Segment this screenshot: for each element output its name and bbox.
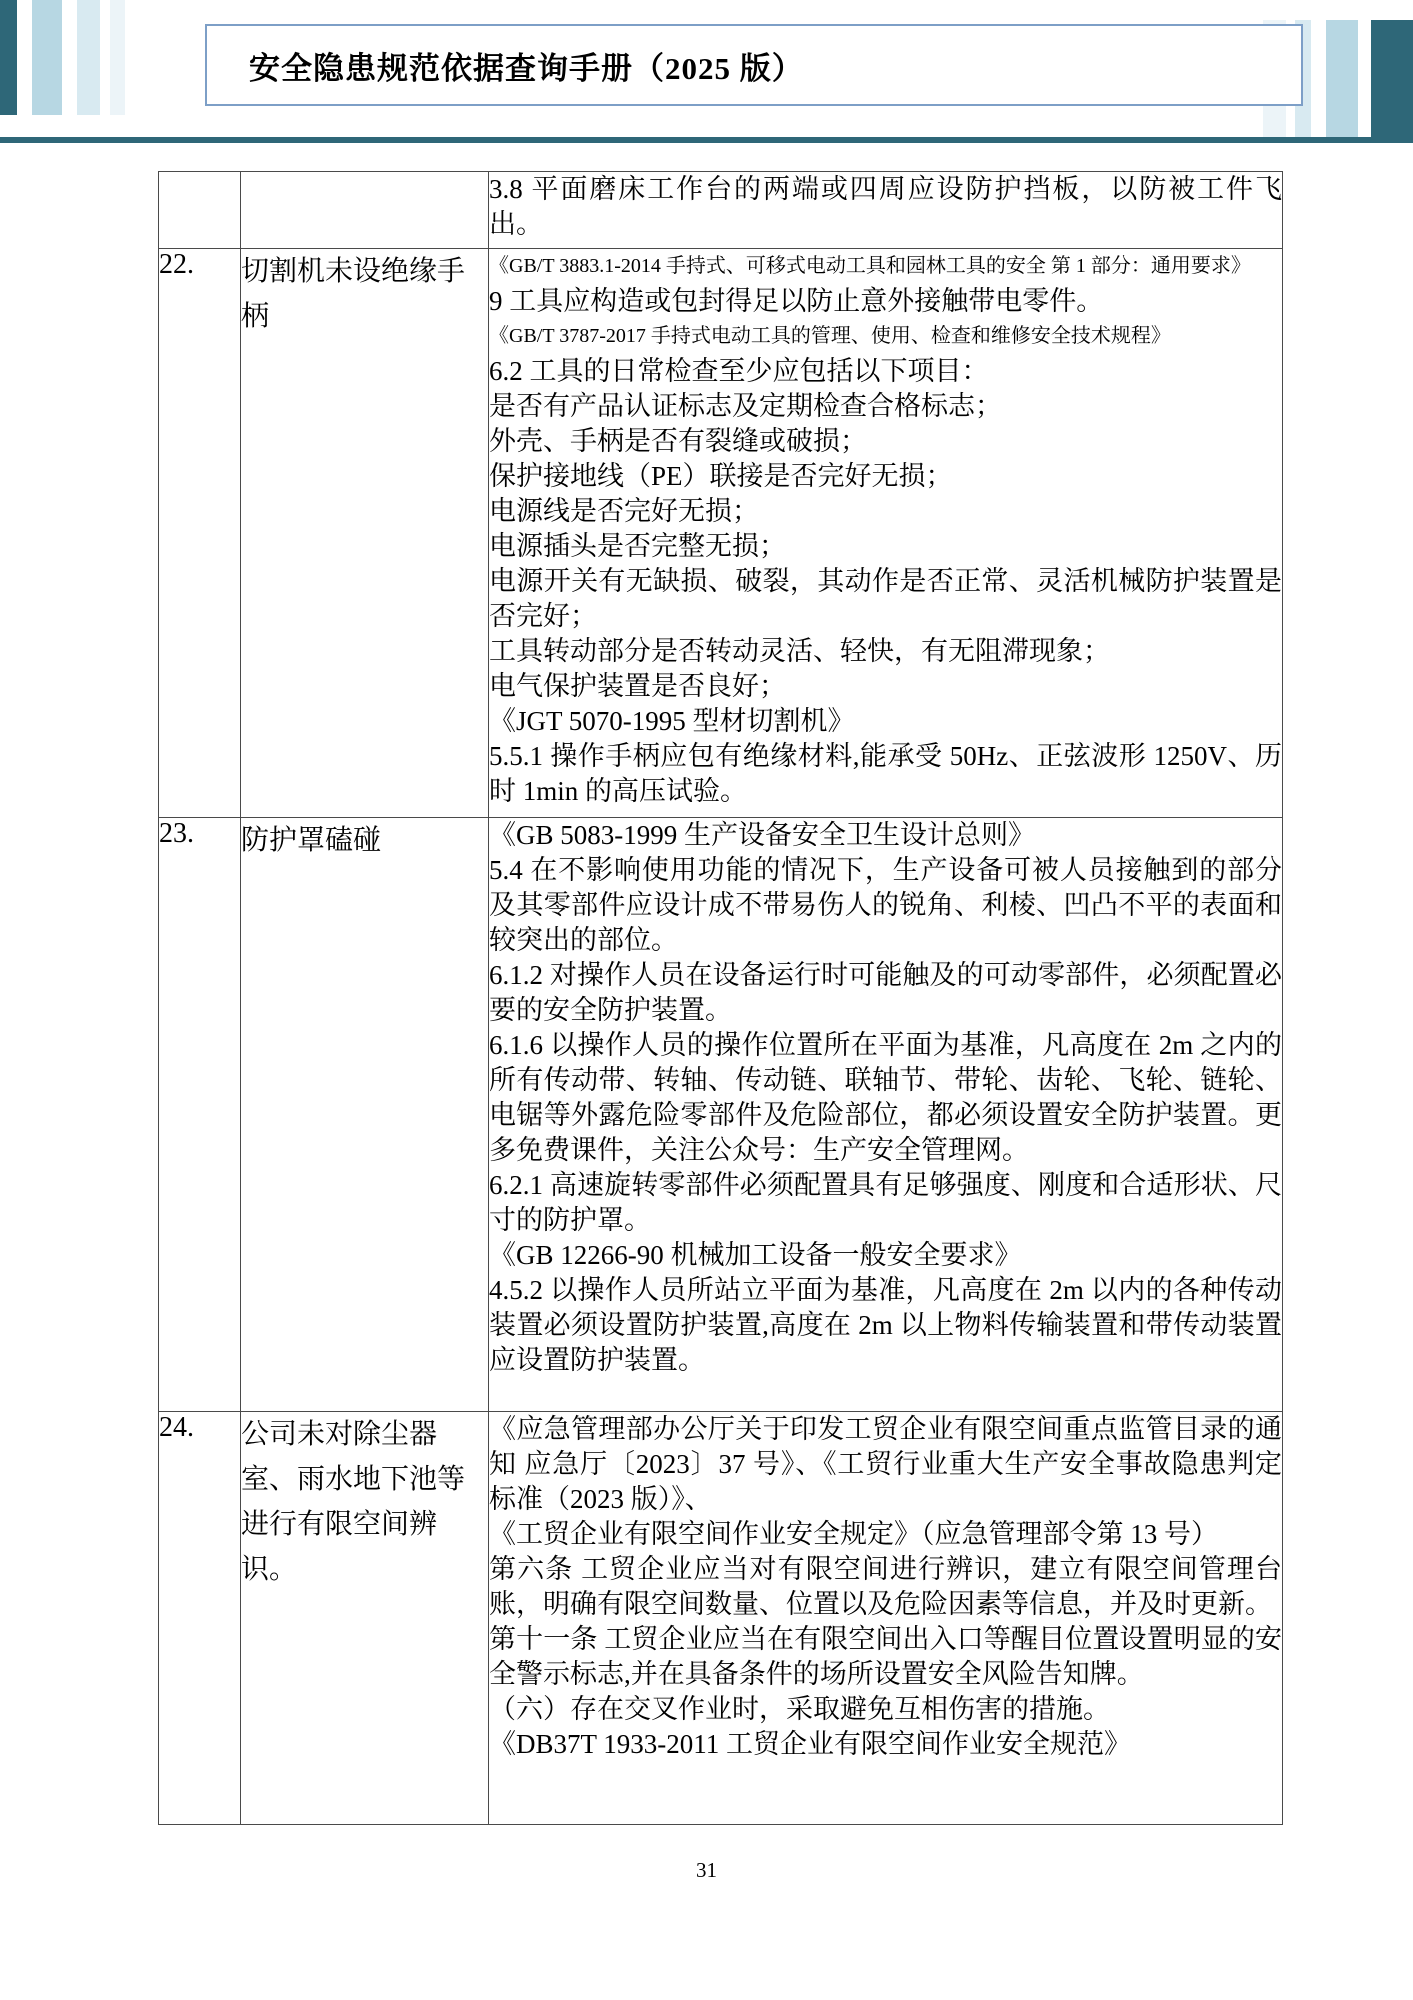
deco-bar-right-dark [1371, 20, 1413, 143]
regulation-paragraph: 4.5.2 以操作人员所站立平面为基准，凡高度在 2m 以内的各种传动装置必须设置防护装置,高度在 2m 以上物料传输装置和带传动装置应设置防护装置。 [489, 1275, 1282, 1375]
regulation-paragraph: 《GB 12266-90 机械加工设备一般安全要求》 [489, 1240, 1022, 1270]
row-number-cell [159, 172, 241, 249]
regulation-paragraph: 第六条 工贸企业应当对有限空间进行辨识，建立有限空间管理台账，明确有限空间数量、位置以及危险因素等信息，并及时更新。 [489, 1554, 1282, 1619]
regulation-paragraph: 6.2 工具的日常检查至少应包括以下项目： [489, 356, 989, 386]
citation-paragraph: 《GB/T 3787-2017 手持式电动工具的管理、使用、检查和维修安全技术规程》 [489, 325, 1171, 347]
document-header-title: 安全隐患规范依据查询手册（2025 版） [249, 51, 804, 86]
table-row [159, 1412, 1283, 1825]
regulation-paragraph: 9 工具应构造或包封得足以防止意外接触带电零件。 [489, 286, 1104, 316]
citation-paragraph: 《GB/T 3883.1-2014 手持式、可移式电动工具和园林工具的安全 第 1 部分：通用要求》 [489, 255, 1251, 277]
regulation-paragraph: 工具转动部分是否转动灵活、轻快，有无阻滞现象； [489, 636, 1110, 666]
hazard-table-body [159, 172, 1283, 1825]
table-row [159, 249, 1283, 818]
regulation-content-clip [489, 1412, 1282, 1817]
hazard-description-cell: 防护罩磕碰 [241, 818, 489, 1412]
regulation-paragraph: 《JGT 5070-1995 型材切割机》 [489, 706, 855, 736]
header-title-box [205, 24, 1303, 106]
regulation-paragraph: 电源插头是否完整无损； [489, 531, 786, 561]
hazard-description-cell [241, 172, 489, 249]
regulation-content-clip [489, 172, 1282, 243]
deco-bar-left-blue-2 [77, 0, 100, 115]
regulation-paragraph: 3.8 平面磨床工作台的两端或四周应设防护挡板，以防被工件飞出。 [489, 174, 1282, 239]
deco-bar-left-dark [0, 0, 17, 115]
regulation-paragraph: 6.1.6 以操作人员的操作位置所在平面为基准，凡高度在 2m 之内的所有传动带、转轴、传动链、联轴节、带轮、齿轮、飞轮、链轮、电锯等外露危险零部件及危险部位，都必须设置安全防护装置。更多免费课件，关注公众号：生产安全管理网。 [489, 1030, 1282, 1165]
deco-bar-left-blue-1 [32, 0, 62, 115]
regulation-content-clip [489, 818, 1282, 1404]
deco-bar-right-blue-1 [1326, 20, 1358, 137]
regulation-paragraph: 6.1.2 对操作人员在设备运行时可能触及的可动零部件，必须配置必要的安全防护装置。 [489, 960, 1282, 1025]
regulation-paragraph: 电源线是否完好无损； [489, 496, 759, 526]
regulation-paragraph: 电气保护装置是否良好； [489, 671, 786, 701]
regulation-paragraph: 是否有产品认证标志及定期检查合格标志； [489, 391, 1002, 421]
header-divider-rule [0, 137, 1413, 143]
regulation-paragraph: 电源开关有无缺损、破裂，其动作是否正常、灵活机械防护装置是否完好； [489, 566, 1282, 631]
regulation-content-cell [489, 249, 1283, 818]
table-row [159, 172, 1283, 249]
row-number-cell: 24. [159, 1412, 241, 1825]
hazard-description-cell: 公司未对除尘器室、雨水地下池等进行有限空间辨识。 [241, 1412, 489, 1825]
regulation-paragraph: 《DB37T 1933-2011 工贸企业有限空间作业安全规范》 [489, 1729, 1132, 1759]
regulation-paragraph: 第十一条 工贸企业应当在有限空间出入口等醒目位置设置明显的安全警示标志,并在具备条件的场所设置安全风险告知牌。 [489, 1624, 1282, 1689]
page-number: 31 [696, 1858, 717, 1882]
regulation-paragraph: 《应急管理部办公厅关于印发工贸企业有限空间重点监管目录的通知 应急厅〔2023〕37 号》、《工贸行业重大生产安全事故隐患判定标准（2023 版）》、 [489, 1414, 1282, 1514]
regulation-paragraph: 外壳、手柄是否有裂缝或破损； [489, 426, 867, 456]
hazard-description-cell: 切割机未设绝缘手柄 [241, 249, 489, 818]
regulation-paragraph: 保护接地线（PE）联接是否完好无损； [489, 461, 953, 491]
table-row [159, 818, 1283, 1412]
regulation-paragraph: 《GB 5083-1999 生产设备安全卫生设计总则》 [489, 820, 1035, 850]
regulation-paragraph: 6.2.1 高速旋转零部件必须配置具有足够强度、刚度和合适形状、尺寸的防护罩。 [489, 1170, 1282, 1235]
regulation-paragraph: 5.4 在不影响使用功能的情况下，生产设备可被人员接触到的部分及其零部件应设计成不带易伤人的锐角、利棱、凹凸不平的表面和较突出的部位。 [489, 855, 1282, 955]
regulation-content-cell [489, 1412, 1283, 1825]
regulation-paragraph: 《工贸企业有限空间作业安全规定》（应急管理部令第 13 号） [489, 1519, 1218, 1549]
regulation-paragraph: （六）存在交叉作业时，采取避免互相伤害的措施。 [489, 1694, 1110, 1724]
deco-bar-left-blue-3 [110, 0, 125, 115]
regulation-paragraph: 5.5.1 操作手柄应包有绝缘材料,能承受 50Hz、正弦波形 1250V、历时 1min 的高压试验。 [489, 741, 1282, 806]
hazard-regulation-table [158, 171, 1283, 1825]
regulation-content-cell [489, 818, 1283, 1412]
row-number-cell: 22. [159, 249, 241, 818]
regulation-content-clip [489, 249, 1282, 810]
row-number-cell: 23. [159, 818, 241, 1412]
regulation-content-cell [489, 172, 1283, 249]
